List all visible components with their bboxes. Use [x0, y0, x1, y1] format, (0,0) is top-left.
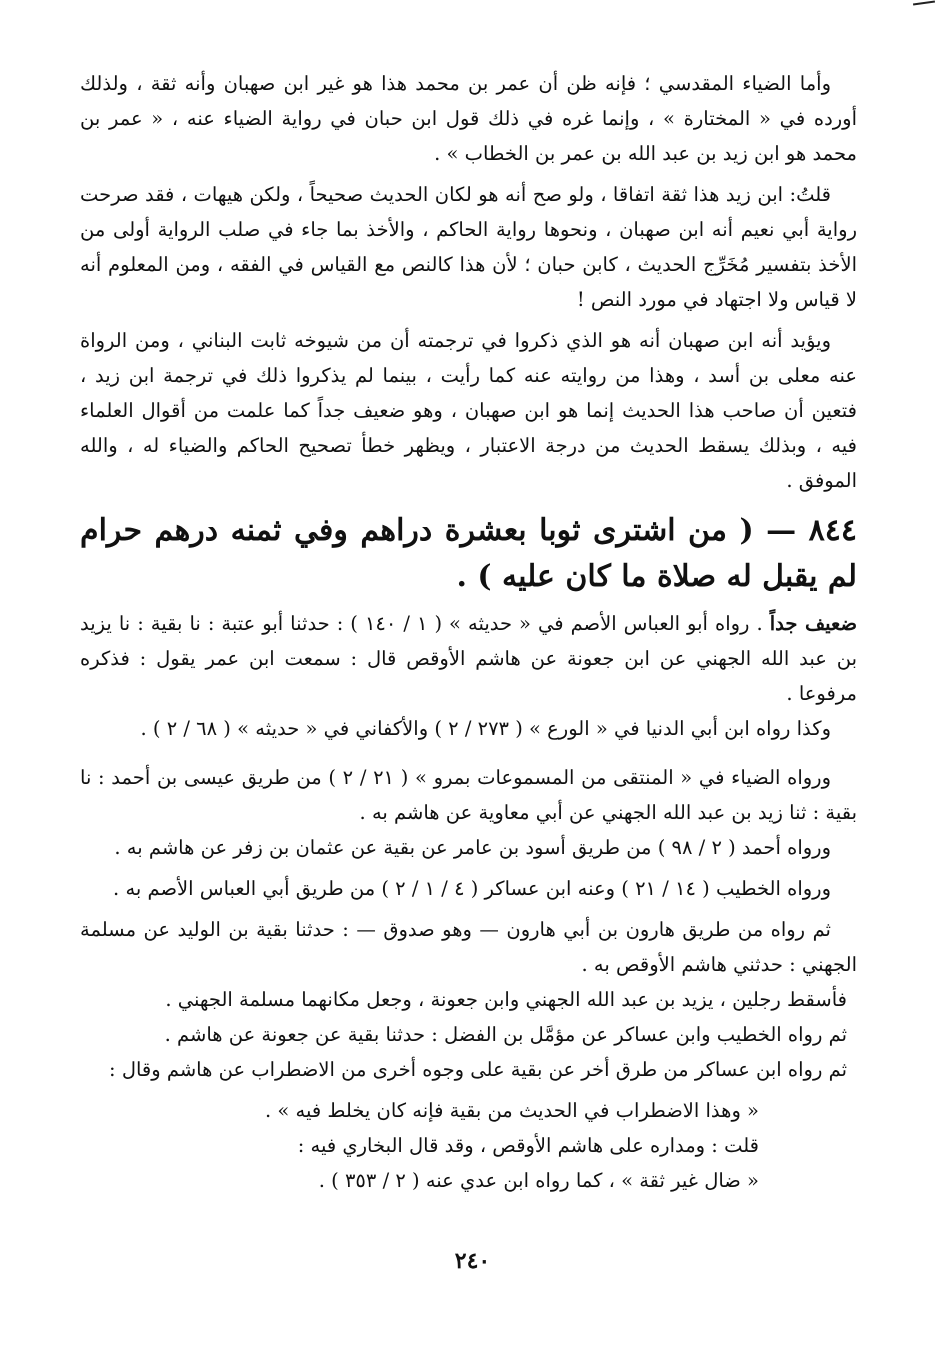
paragraph-muammal: ثم رواه الخطيب وابن عساكر عن مؤمَّل بن الفضل : حدثنا بقية عن جعونة عن هاشم . [164, 1023, 847, 1046]
hadith-heading: ٨٤٤ — ( من اشترى ثوبا بعشرة دراهم وفي ثمنه درهم حرام لم يقبل له صلاة ما كان عليه ) . [80, 513, 857, 594]
paragraph-ahmad: ورواه أحمد ( ٢ / ٩٨ ) من طريق أسود بن عامر عن بقية عن عثمان بن زفر عن هاشم به . [114, 836, 831, 859]
paragraph-madaruhu: قلت : ومداره على هاشم الأوقص ، وقد قال البخاري فيه : [297, 1134, 759, 1157]
paragraph-ibn-abi-dunya: وكذا رواه ابن أبي الدنيا في « الورع » ( ٢٧٣ / ٢ ) والأكفاني في « حديثه » ( ٦٨ / ٢ ) . [140, 717, 831, 740]
hadith-grade: ضعيف جداً [769, 612, 858, 635]
paragraph-harun: ثم رواه من طريق هارون بن أبي هارون — وهو صدوق — : حدثنا بقية بن الوليد عن مسلمة الجهني : حدثني هاشم الأوقص به . [80, 918, 857, 976]
quote-bukhari: « ضال غير ثقة » ، كما رواه ابن عدي عنه ( ٢ / ٣٥٣ ) . [318, 1169, 759, 1192]
page-text [80, 66, 857, 1198]
paragraph-khatib: ورواه الخطيب ( ١٤ / ٢١ ) وعنه ابن عساكر ( ٤ / ١ / ٢ ) من طريق أبي العباس الأصم به . [113, 877, 831, 900]
page-number: ٢٤٠ [454, 1248, 491, 1274]
paragraph-asqata: فأسقط رجلين ، يزيد بن عبد الله الجهني وابن جعونة ، وجعل مكانهما مسلمة الجهني . [165, 988, 847, 1011]
paragraph-yuayyid: ويؤيد أنه ابن صهبان أنه هو الذي ذكروا في ترجمته أن من شيوخه ثابت البناني ، ومن الرواة عنه معلى بن أسد ، وهذا من روايته عنه كما رأيت ، بينما لم يذكروا ذلك في ترجمة ابن زيد ، فتعين أن صاحب هذا الحديث إنما هو ابن صهبان ، وهو ضعيف جداً كما علمت من أقوال العلماء فيه ، وبذلك يسقط الحديث من درجة الاعتبار ، ويظهر خطأ تصحيح الحاكم والضياء له ، والله الموفق . [80, 329, 857, 492]
paragraph-diya-maqdisi: وأما الضياء المقدسي ؛ فإنه ظن أن عمر بن محمد هذا هو غير ابن صهبان وأنه ثقة ، ولذلك أورده في « المختارة » ، وإنما غره في ذلك قول ابن حبان في رواية الضياء عنه ، « عمر بن محمد هو ابن زيد بن عبد الله بن عمر بن الخطاب » . [80, 72, 857, 165]
paragraph-qultu: قلتُ: ابن زيد هذا ثقة اتفاقا ، ولو صح أنه هو لكان الحديث صحيحاً ، ولكن هيهات ، فقد صرحت رواية أبي نعيم أنه ابن صهبان ، ونحوها رواية الحاكم ، والأخذ بما جاء في صلب الرواية أولى من الأخذ بتفسير مُخَرِّج الحديث ، كابن حبان ؛ لأن هذا كالنص مع القياس في الفقه ، ومن المعلوم أنه لا قياس ولا اجتهاد في مورد النص ! [80, 183, 857, 311]
paragraph-diya-muntaqa: ورواه الضياء في « المنتقى من المسموعات بمرو » ( ٢١ / ٢ ) من طريق عيسى بن أحمد : نا بقية : ثنا زيد بن عبد الله الجهني عن أبي معاوية عن هاشم به . [80, 766, 857, 824]
paragraph-ibn-asakir: ثم رواه ابن عساكر من طرق أخر عن بقية على وجوه أخرى من الاضطراب عن هاشم وقال : [109, 1058, 847, 1081]
corner-mark [913, 0, 935, 5]
hadith-grading-text: . رواه أبو العباس الأصم في « حديثه » ( ١ / ١٤٠ ) : حدثنا أبو عتبة : نا بقية : نا يزيد بن عبد الله الجهني عن ابن جعونة عن هاشم الأوقص قال : سمعت ابن عمر يقول : فذكره مرفوعا . [80, 612, 857, 705]
quote-idtirab: « وهذا الاضطراب في الحديث من بقية فإنه كان يخلط فيه » . [264, 1099, 759, 1122]
hadith-grading-paragraph [80, 606, 857, 711]
